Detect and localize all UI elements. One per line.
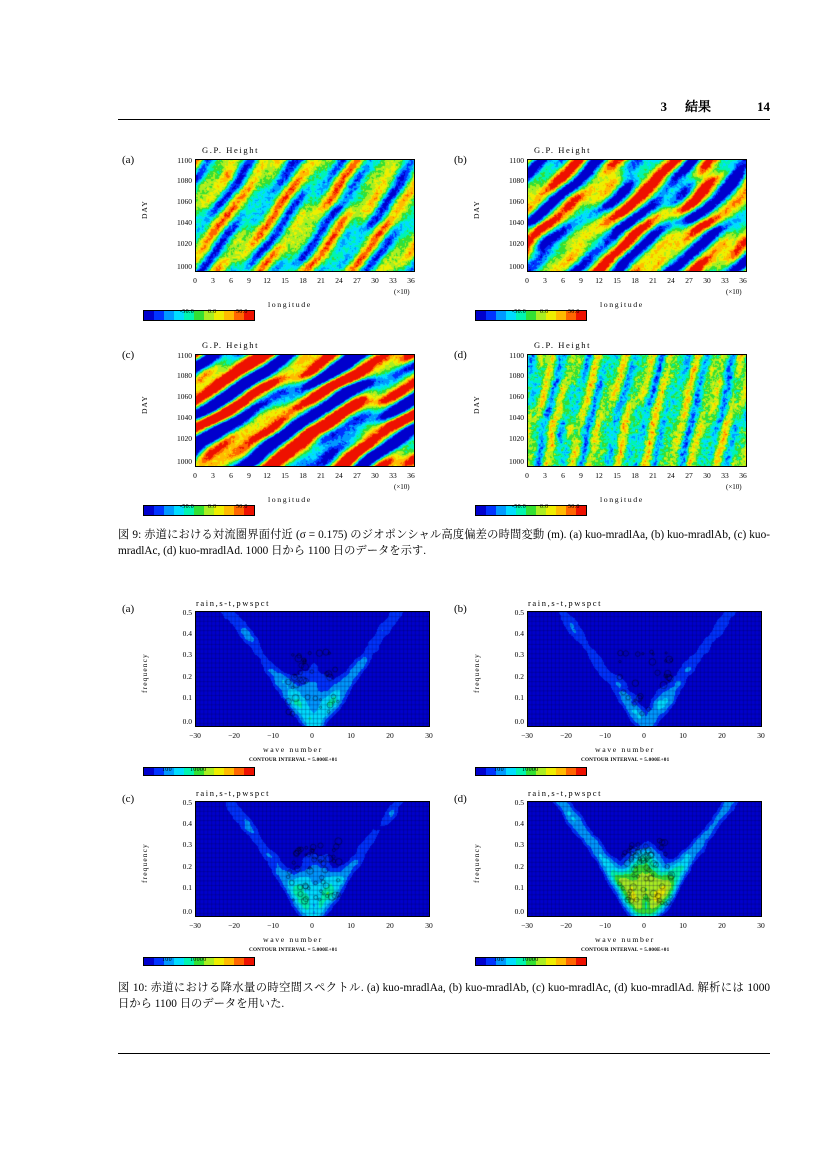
x-tick-label: 20 [386, 731, 394, 740]
y-tick-label: 1000 [177, 262, 192, 271]
figure9-panel-d [450, 340, 770, 515]
x-tick-label: 30 [757, 921, 765, 930]
y-tick-label: 0.2 [514, 862, 524, 871]
plot-area [195, 354, 415, 467]
y-tick-label: 1080 [177, 371, 192, 380]
figure10-panel-c [118, 788, 438, 963]
y-tick-label: 0.1 [514, 693, 524, 702]
panel-label: (a) [122, 154, 135, 166]
colorbar-label-min: -50.0 [180, 504, 194, 510]
x-tick-label: 0 [193, 276, 197, 285]
y-tick-label: 1080 [509, 371, 524, 380]
plot-area [527, 159, 747, 272]
plot-area [195, 611, 430, 727]
x-axis-multiplier: (×10) [726, 483, 742, 491]
y-tick-label: 0.2 [182, 862, 192, 871]
x-axis-multiplier: (×10) [394, 288, 410, 296]
panel-title: G.P. Height [534, 340, 592, 350]
y-tick-label: 0.0 [514, 717, 524, 726]
x-axis-multiplier: (×10) [726, 288, 742, 296]
x-tick-label: 12 [263, 276, 271, 285]
colorbar-label-mid: 0.0 [540, 504, 549, 510]
y-axis-title: DAY [140, 200, 149, 219]
x-tick-label: 9 [579, 471, 583, 480]
x-tick-label: −10 [599, 731, 611, 740]
x-axis-title: longitude [600, 300, 644, 309]
colorbar-label-mid: 0.0 [540, 309, 549, 315]
x-tick-label: 3 [543, 471, 547, 480]
figure10-caption [118, 980, 770, 1013]
x-axis-title: longitude [600, 495, 644, 504]
panel-label: (d) [454, 793, 467, 805]
figure9-panel-b [450, 145, 770, 320]
contour-interval-label: CONTOUR INTERVAL = 5.000E+01 [581, 947, 670, 953]
y-tick-label: 1040 [177, 218, 192, 227]
colorbar-label-max: 10000 [190, 767, 207, 773]
y-tick-label: 0.5 [514, 608, 524, 617]
x-tick-label: 10 [679, 731, 687, 740]
figure9-caption [118, 527, 770, 560]
x-tick-label: 36 [739, 276, 747, 285]
y-tick-label: 0.3 [182, 840, 192, 849]
x-tick-label: 27 [685, 471, 693, 480]
colorbar-label-min: -50.0 [512, 309, 526, 315]
x-tick-label: 20 [386, 921, 394, 930]
x-tick-label: 30 [425, 921, 433, 930]
y-tick-label: 1060 [509, 392, 524, 401]
x-tick-label: 6 [561, 471, 565, 480]
x-tick-label: 36 [739, 471, 747, 480]
x-tick-label: −20 [228, 921, 240, 930]
x-axis-title: wave number [595, 745, 655, 754]
x-tick-label: 6 [561, 276, 565, 285]
x-tick-label: 21 [317, 471, 325, 480]
plot-area [527, 354, 747, 467]
y-tick-label: 1020 [177, 434, 192, 443]
x-tick-label: 0 [310, 921, 314, 930]
y-tick-label: 0.0 [182, 907, 192, 916]
x-tick-label: −10 [599, 921, 611, 930]
y-tick-label: 1100 [509, 351, 524, 360]
x-tick-label: −30 [189, 921, 201, 930]
y-tick-label: 0.0 [514, 907, 524, 916]
y-tick-label: 1100 [177, 351, 192, 360]
x-axis-title: wave number [595, 935, 655, 944]
footer-rule [118, 1053, 770, 1054]
plot-area [195, 801, 430, 917]
x-tick-label: 12 [263, 471, 271, 480]
colorbar-label-max: 50.0 [236, 504, 248, 510]
colorbar-label-min: 100 [162, 767, 172, 773]
y-tick-label: 1040 [509, 218, 524, 227]
panel-label: (b) [454, 603, 467, 615]
y-tick-label: 0.4 [182, 819, 192, 828]
figure10-panel-a [118, 598, 438, 773]
y-tick-label: 1100 [509, 156, 524, 165]
figure10-caption-text: 赤道における降水量の時空間スペクトル. (a) kuo-mradlAa, (b) kuo-mradlAb, (c) kuo-mradlAc, (d) kuo-mradlAd. 解析には 1000 日から 1100 日のデータを用いた. [118, 982, 771, 1011]
x-tick-label: 30 [425, 731, 433, 740]
x-tick-label: 0 [310, 731, 314, 740]
x-tick-label: 10 [347, 731, 355, 740]
y-tick-label: 0.4 [514, 629, 524, 638]
x-tick-label: 6 [229, 471, 233, 480]
y-axis-title: DAY [472, 395, 481, 414]
y-tick-label: 1080 [177, 176, 192, 185]
y-tick-label: 1060 [177, 197, 192, 206]
x-tick-label: 10 [347, 921, 355, 930]
colorbar-label-mid: 0.0 [208, 504, 217, 510]
colorbar-label-mid: 0.0 [208, 309, 217, 315]
x-tick-label: −10 [267, 731, 279, 740]
x-tick-label: 27 [685, 276, 693, 285]
colorbar-label-max: 10000 [522, 957, 539, 963]
x-tick-label: 30 [703, 471, 711, 480]
x-tick-label: 20 [718, 921, 726, 930]
x-tick-label: 3 [211, 471, 215, 480]
figure9-caption-number: 図 9: [118, 529, 142, 541]
y-tick-label: 0.0 [182, 717, 192, 726]
y-axis-title: frequency [472, 653, 481, 693]
panel-label: (c) [122, 349, 135, 361]
x-tick-label: −30 [521, 731, 533, 740]
y-axis-title: DAY [472, 200, 481, 219]
y-tick-label: 0.3 [514, 650, 524, 659]
colorbar-label-max: 10000 [190, 957, 207, 963]
y-axis-title: frequency [140, 843, 149, 883]
y-tick-label: 1080 [509, 176, 524, 185]
x-tick-label: 9 [579, 276, 583, 285]
figure10-caption-number: 図 10: [118, 982, 148, 994]
x-tick-label: 18 [299, 276, 307, 285]
colorbar-label-min: 100 [162, 957, 172, 963]
x-tick-label: 0 [642, 921, 646, 930]
colorbar-label-max: 10000 [522, 767, 539, 773]
y-tick-label: 1040 [177, 413, 192, 422]
y-tick-label: 0.4 [182, 629, 192, 638]
figure10-panel-d [450, 788, 770, 963]
x-tick-label: 33 [389, 276, 397, 285]
x-tick-label: −20 [228, 731, 240, 740]
y-tick-label: 1040 [509, 413, 524, 422]
x-tick-label: 15 [613, 276, 621, 285]
y-tick-label: 0.3 [182, 650, 192, 659]
y-axis-title: frequency [140, 653, 149, 693]
x-tick-label: 0 [525, 471, 529, 480]
y-tick-label: 1020 [509, 434, 524, 443]
x-tick-label: 33 [389, 471, 397, 480]
x-tick-label: 30 [371, 471, 379, 480]
y-tick-label: 0.1 [514, 883, 524, 892]
x-axis-title: longitude [268, 300, 312, 309]
colorbar-label-max: 50.0 [236, 309, 248, 315]
y-tick-label: 0.2 [182, 672, 192, 681]
x-tick-label: 24 [335, 276, 343, 285]
x-tick-label: 18 [631, 276, 639, 285]
colorbar-label-min: -50.0 [512, 504, 526, 510]
y-axis-title: frequency [472, 843, 481, 883]
y-tick-label: 0.4 [514, 819, 524, 828]
y-tick-label: 0.5 [514, 798, 524, 807]
x-tick-label: 24 [667, 471, 675, 480]
panel-title: rain,s-t,pwspct [528, 788, 603, 798]
y-tick-label: 1000 [509, 262, 524, 271]
y-axis-title: DAY [140, 395, 149, 414]
figure9-panel-c [118, 340, 438, 515]
x-tick-label: 21 [317, 276, 325, 285]
y-tick-label: 1000 [509, 457, 524, 466]
x-tick-label: 30 [757, 731, 765, 740]
x-axis-multiplier: (×10) [394, 483, 410, 491]
x-tick-label: 36 [407, 276, 415, 285]
panel-title: rain,s-t,pwspct [196, 788, 271, 798]
x-tick-label: 0 [193, 471, 197, 480]
x-axis-title: wave number [263, 935, 323, 944]
panel-title: G.P. Height [202, 340, 260, 350]
x-axis-title: wave number [263, 745, 323, 754]
x-tick-label: −20 [560, 921, 572, 930]
y-tick-label: 1000 [177, 457, 192, 466]
x-tick-label: 12 [595, 471, 603, 480]
x-tick-label: 36 [407, 471, 415, 480]
x-tick-label: 6 [229, 276, 233, 285]
panel-title: rain,s-t,pwspct [196, 598, 271, 608]
header-section-title: 結果 [684, 99, 711, 114]
colorbar-label-max: 50.0 [568, 504, 580, 510]
x-tick-label: 15 [613, 471, 621, 480]
x-axis-title: longitude [268, 495, 312, 504]
y-tick-label: 1060 [177, 392, 192, 401]
colorbar-label-min: -50.0 [180, 309, 194, 315]
y-tick-label: 1020 [177, 239, 192, 248]
x-tick-label: −30 [189, 731, 201, 740]
x-tick-label: 3 [543, 276, 547, 285]
x-tick-label: 33 [721, 471, 729, 480]
x-tick-label: −10 [267, 921, 279, 930]
y-tick-label: 0.1 [182, 693, 192, 702]
figure10-panel-b [450, 598, 770, 773]
x-tick-label: 20 [718, 731, 726, 740]
plot-area [195, 159, 415, 272]
x-tick-label: 18 [631, 471, 639, 480]
panel-label: (b) [454, 154, 467, 166]
x-tick-label: 15 [281, 276, 289, 285]
x-tick-label: 30 [703, 276, 711, 285]
x-tick-label: 3 [211, 276, 215, 285]
figure9-panel-a [118, 145, 438, 320]
panel-title: G.P. Height [202, 145, 260, 155]
y-tick-label: 0.5 [182, 608, 192, 617]
x-tick-label: 0 [642, 731, 646, 740]
panel-label: (a) [122, 603, 135, 615]
panel-label: (c) [122, 793, 135, 805]
y-tick-label: 1020 [509, 239, 524, 248]
x-tick-label: 21 [649, 471, 657, 480]
y-tick-label: 0.3 [514, 840, 524, 849]
page-header [118, 96, 770, 120]
colorbar-label-min: 100 [494, 767, 504, 773]
y-tick-label: 0.5 [182, 798, 192, 807]
panel-title: G.P. Height [534, 145, 592, 155]
contour-interval-label: CONTOUR INTERVAL = 5.000E+01 [249, 757, 338, 763]
x-tick-label: 12 [595, 276, 603, 285]
x-tick-label: 0 [525, 276, 529, 285]
colorbar-label-max: 50.0 [568, 309, 580, 315]
x-tick-label: 9 [247, 276, 251, 285]
x-tick-label: 24 [335, 471, 343, 480]
plot-area [527, 611, 762, 727]
x-tick-label: 27 [353, 471, 361, 480]
header-section-number: 3 [660, 99, 667, 114]
x-tick-label: 21 [649, 276, 657, 285]
contour-interval-label: CONTOUR INTERVAL = 5.000E+01 [249, 947, 338, 953]
x-tick-label: −20 [560, 731, 572, 740]
x-tick-label: −30 [521, 921, 533, 930]
y-tick-label: 0.1 [182, 883, 192, 892]
figure9-caption-text: 赤道における対流圏界面付近 (σ = 0.175) のジオポンシャル高度偏差の時間変動 (m). (a) kuo-mradlAa, (b) kuo-mradlAb, (c) kuo-mradlAc, (d) kuo-mradlAd. 1000 日から 1100 日のデータを示す. [118, 529, 770, 558]
y-tick-label: 1060 [509, 197, 524, 206]
panel-label: (d) [454, 349, 467, 361]
x-tick-label: 15 [281, 471, 289, 480]
x-tick-label: 27 [353, 276, 361, 285]
header-rule [118, 119, 770, 120]
y-tick-label: 1100 [177, 156, 192, 165]
x-tick-label: 18 [299, 471, 307, 480]
x-tick-label: 33 [721, 276, 729, 285]
contour-interval-label: CONTOUR INTERVAL = 5.000E+01 [581, 757, 670, 763]
y-tick-label: 0.2 [514, 672, 524, 681]
header-page-number: 14 [757, 99, 770, 114]
x-tick-label: 30 [371, 276, 379, 285]
x-tick-label: 24 [667, 276, 675, 285]
plot-area [527, 801, 762, 917]
x-tick-label: 9 [247, 471, 251, 480]
panel-title: rain,s-t,pwspct [528, 598, 603, 608]
colorbar-label-min: 100 [494, 957, 504, 963]
x-tick-label: 10 [679, 921, 687, 930]
